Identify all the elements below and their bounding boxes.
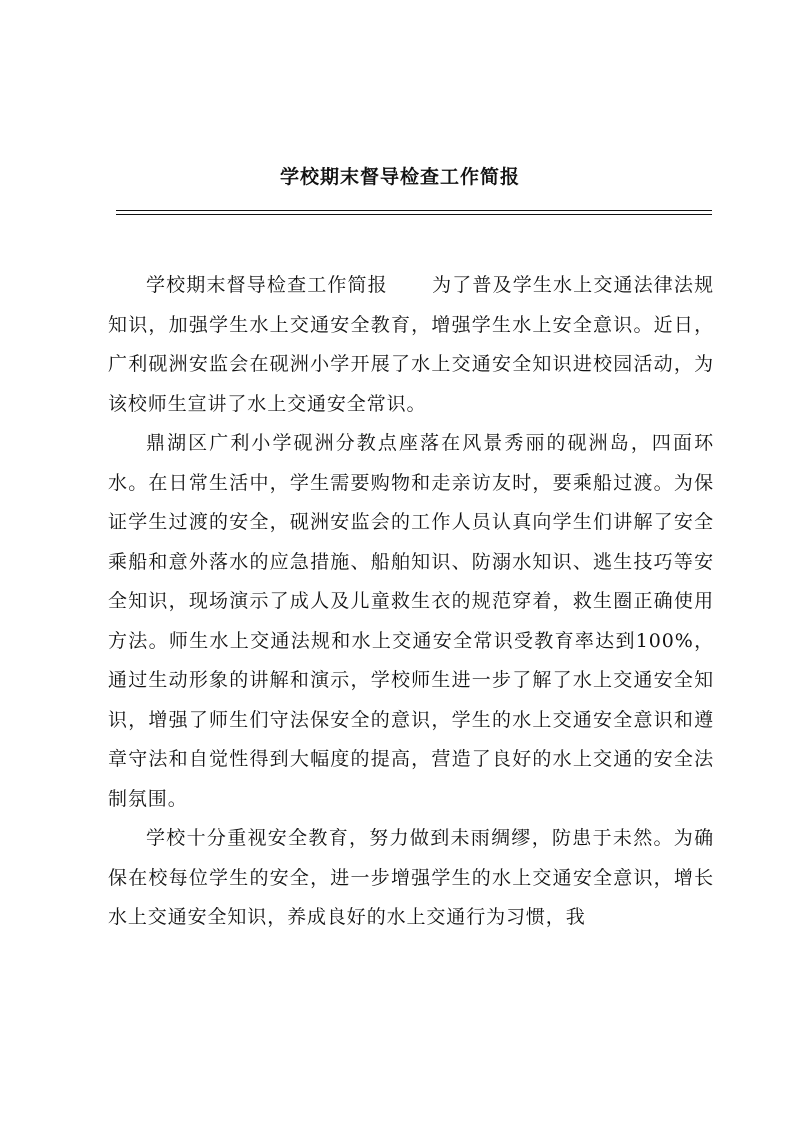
paragraph-2: 鼎湖区广利小学砚洲分教点座落在风景秀丽的砚洲岛，四面环水。在日常生活中，学生需要购物和走亲访友时，要乘船过渡。为保证学生过渡的安全，砚洲安监会的工作人员认真向学生们讲解了安全乘船和意外落水的应急措施、船舶知识、防溺水知识、逃生技巧等安全知识，现场演示了成人及儿童救生衣的规范穿着，救生圈正确使用方法。师生水上交通法规和水上交通安全常识受教育率达到100%，通过生动形象的讲解和演示，学校师生进一步了解了水上交通安全知识，增强了师生们守法保安全的意识，学生的水上交通安全意识和遵章守法和自觉性得到大幅度的提高，营造了良好的水上交通的安全法制氛围。 bbox=[108, 432, 714, 810]
paragraph-1-text: 为了普及学生水上交通法律法规知识，加强学生水上交通安全教育，增强学生水上安全意识。近日，广利砚洲安监会在砚洲小学开展了水上交通安全知识进校园活动，为该校师生宣讲了水上交通安全常识。 bbox=[108, 274, 714, 415]
paragraph-lead-title: 学校期末督导检查工作简报 bbox=[146, 274, 388, 296]
document-body bbox=[108, 266, 714, 938]
paragraph-1 bbox=[108, 266, 714, 424]
paragraph-3: 学校十分重视安全教育，努力做到未雨绸缪，防患于未然。为确保在校每位学生的安全，进一步增强学生的水上交通安全意识，增长水上交通安全知识，养成良好的水上交通行为习惯，我 bbox=[108, 827, 714, 928]
document-title: 学校期末督导检查工作简报 bbox=[279, 166, 520, 188]
title-underline-bottom bbox=[116, 214, 712, 215]
title-underline-top bbox=[116, 210, 712, 211]
